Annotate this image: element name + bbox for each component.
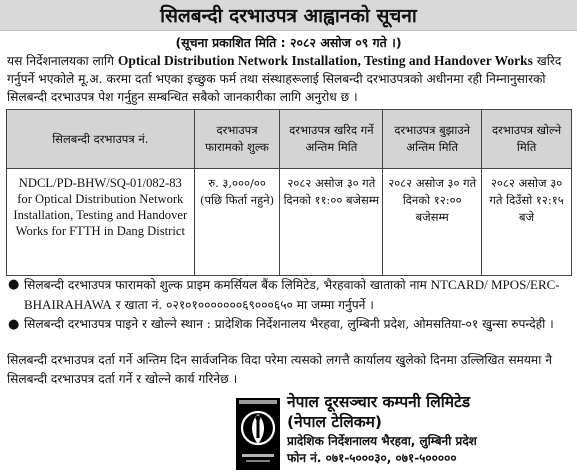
bullet-bank-account [8,275,570,315]
cell-tender-no: NDCL/PD-BHW/SQ-01/082-83 for Optical Distribution Network Installation, Testing and Handover Works for FTTH in Dang District [7,169,195,276]
bullet-dot-icon: ● [8,317,20,332]
notice-title: सिलबन्दी दरभाउपत्र आह्वानको सूचना [160,5,417,27]
company-block [287,392,572,467]
tender-table [6,109,572,276]
cell-submission-deadline: २०८२ असोज ३० गते दिनको १२:०० बजेसम्म [383,169,482,276]
project-name: Optical Distribution Network Installation, Testing and Handover Works [117,53,533,68]
intro-paragraph [7,52,569,106]
cell-opening-date: २०८२ असोज ३० गते दिउँसो १२:१५ बजे [482,169,572,276]
col-header-purchase-deadline: दरभाउपत्र खरिद गर्ने अन्तिम मिति [280,110,383,169]
intro-rest: खरिद गर्नुपर्ने भएकोले मू.अ. करमा दर्ता भएका इच्छुक फर्म तथा संस्थाहरूलाई सिलबन्दी दरभाउपत्रको अधीनमा रही निम्नानुसारको सिलबन्दी दरभाउपत्र पेश गर्नुहुन सम्बन्धित सबैको जानकारीका लागि अनुरोध छ । [7,54,562,104]
company-name: नेपाल दूरसञ्चार कम्पनी लिमिटेड [287,393,471,411]
col-header-opening-date: दरभाउपत्र खोल्ने मिति [482,110,572,169]
bullet-location [8,315,570,334]
cell-purchase-deadline: २०८२ असोज ३० गते दिनको ११:०० बजेसम्म [280,169,383,276]
company-phone: फोन नं. ०७१-५०००३०, ०७१-५००००० [287,451,457,465]
notice-title-bar [0,0,577,31]
logo-emblem-icon [236,398,280,470]
nepal-telecom-logo [236,398,280,470]
bullet-bank-text-a: सिलबन्दी दरभाउपत्र फारामको शुल्क प्राइम कमर्सियल बैंक लिमिटेड, भैरहवाको खाताको नाम [24,278,427,292]
bullet-dot-icon: ● [8,277,20,292]
col-header-tender-no: सिलबन्दी दरभाउपत्र नं. [7,110,195,169]
table-header-row [7,110,572,169]
company-short-name: (नेपाल टेलिकम) [287,413,383,431]
intro-lead: यस निर्देशनालयका लागि [7,54,114,68]
col-header-submission-deadline: दरभाउपत्र बुझाउने अन्तिम मिति [383,110,482,169]
holiday-note: सिलबन्दी दरभाउपत्र दर्ता गर्ने अन्तिम दिन सार्वजनिक विदा परेमा त्यसको लगत्तै कार्यालय खुलेको दिनमा उल्लिखित समयमा नै सिलबन्दी दरभाउपत्र दर्ता गर्ने र खोल्ने कार्य गरिनेछ । [7,353,552,386]
company-office: प्रादेशिक निर्देशनालय भैरहवा, लुम्बिनी प्रदेश [287,434,477,448]
bullet-bank-text-b: र खाता नं. ०२१०१०००००००६९०००६५० मा जम्मा गर्नुपर्ने । [115,298,374,312]
cell-fee: रु. ३,०००/०० (पछि फिर्ता नहुने) [194,169,280,276]
col-header-fee: दरभाउपत्र फारामको शुल्क [194,110,280,169]
table-row [7,169,572,276]
bullet-bank-account-name: NTCARD/ MPOS/ERC-BHAIRAHAWA [24,277,560,312]
published-date: (सूचना प्रकाशित मिति : २०८२ असोज ०९ गते ।) [175,35,402,50]
bullet-list [8,275,570,334]
bullet-location-text: सिलबन्दी दरभाउपत्र पाइने र खोल्ने स्थान : प्रादेशिक निर्देशनालय भैरहवा, लुम्बिनी प्रदेश, ओमसतिया-०१ खुन्सा रुपन्देही । [24,317,554,331]
